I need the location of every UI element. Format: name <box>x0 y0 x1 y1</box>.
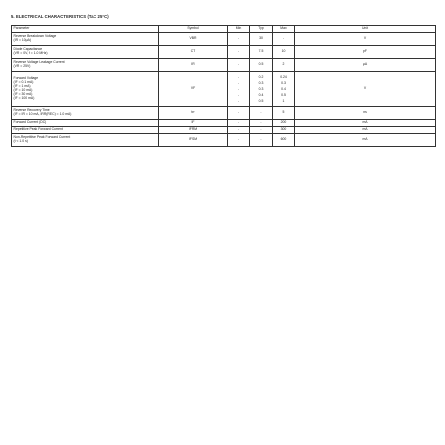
symbol-cell <box>159 120 228 127</box>
symbol-cell <box>159 134 228 147</box>
typ-value: 0.5 <box>258 62 264 67</box>
test-condition: (IF = 10 mA) <box>13 88 33 92</box>
symbol-value: IF <box>191 120 195 125</box>
symbol-cell <box>159 59 228 72</box>
max-value: 2 <box>282 62 285 67</box>
max-value: 300 <box>280 127 287 132</box>
max-cell <box>273 127 295 134</box>
parameter-cell <box>12 72 159 107</box>
min-value: - <box>237 137 240 142</box>
header-unit: Unit <box>295 26 436 33</box>
max-cell <box>273 72 295 107</box>
typ-value: 0.5 <box>258 99 264 103</box>
unit-cell <box>295 33 436 46</box>
test-condition: (IF = 0.1 mA) <box>13 80 34 85</box>
min-value: - <box>237 36 240 41</box>
test-condition: (IF = 30 mA) <box>13 91 33 96</box>
test-condition: (VR = 25V) <box>13 64 31 68</box>
table-row <box>12 134 436 147</box>
symbol-value: CT <box>190 49 196 54</box>
typ-cell <box>250 107 273 120</box>
table-row <box>12 72 436 107</box>
unit-value: V <box>363 36 367 41</box>
parameter-cell <box>12 127 159 134</box>
parameter-cell <box>12 46 159 59</box>
table-header-row <box>12 26 436 33</box>
parameter-name: Reverse Breakdown Voltage <box>13 34 57 39</box>
symbol-value: VBR <box>189 36 197 41</box>
typ-cell <box>250 46 273 59</box>
parameter-cell <box>12 59 159 72</box>
test-condition: (IF = IR = 10 mA, IRR(REC) = 1.0 mA) <box>13 112 72 116</box>
symbol-value: IFRM <box>188 127 198 132</box>
typ-value: - <box>260 120 262 125</box>
min-value: - <box>237 62 240 67</box>
min-value: - <box>237 81 240 85</box>
symbol-value: IR <box>191 62 195 67</box>
unit-cell <box>295 120 436 127</box>
parameter-name: Repetitive Peak Forward Current <box>13 127 63 132</box>
max-cell <box>273 46 295 59</box>
parameter-name: Forward Current (DC) <box>13 120 47 125</box>
max-cell <box>273 33 295 46</box>
typ-value: 0.3 <box>258 81 264 85</box>
unit-cell <box>295 59 436 72</box>
min-cell <box>228 107 250 120</box>
unit-cell <box>295 127 436 134</box>
min-cell <box>228 59 250 72</box>
symbol-value: IFSM <box>188 137 198 142</box>
typ-value: 7.5 <box>258 49 264 54</box>
min-cell <box>228 134 250 147</box>
typ-cell <box>250 120 273 127</box>
max-value: - <box>282 36 285 41</box>
symbol-cell <box>159 33 228 46</box>
typ-cell <box>250 72 273 107</box>
typ-value: 0.4 <box>258 93 264 97</box>
symbol-value: VF <box>190 86 196 91</box>
max-cell <box>273 59 295 72</box>
min-cell <box>228 120 250 127</box>
unit-value: μA <box>362 62 368 67</box>
typ-cell <box>250 134 273 147</box>
table-row <box>12 127 436 134</box>
parameter-name: Forward Voltage <box>13 76 39 81</box>
symbol-value: trr <box>191 110 195 115</box>
min-cell <box>228 72 250 107</box>
header-typ: Typ <box>250 26 273 33</box>
max-value: 10 <box>281 49 286 54</box>
max-cell <box>273 107 295 120</box>
typ-cell <box>250 33 273 46</box>
table-row <box>12 107 436 120</box>
min-value: - <box>237 49 240 54</box>
typ-value: 0.2 <box>258 75 264 79</box>
parameter-name: Non-Repetitive Peak Forward Current <box>13 135 71 140</box>
electrical-characteristics-table <box>11 25 436 147</box>
unit-cell <box>295 107 436 120</box>
unit-cell <box>295 46 436 59</box>
header-parameter: Parameter <box>12 26 159 33</box>
max-value: 0.3 <box>281 81 286 85</box>
max-value: 0.24 <box>280 75 287 79</box>
header-min: Min <box>228 26 250 33</box>
unit-value: ns <box>363 110 367 115</box>
typ-value: 30 <box>259 36 263 41</box>
min-value: - <box>237 110 240 115</box>
unit-value: mA <box>362 137 368 142</box>
max-value: 600 <box>280 137 287 142</box>
parameter-name: Diode Capacitance <box>13 47 43 52</box>
parameter-cell <box>12 33 159 46</box>
test-condition: (IR = 10μA) <box>13 38 31 42</box>
max-value: 0.4 <box>281 87 286 91</box>
min-cell <box>228 127 250 134</box>
parameter-cell <box>12 134 159 147</box>
test-condition: (t < 1.0 s) <box>13 139 28 143</box>
max-cell <box>273 134 295 147</box>
max-value: 200 <box>280 120 287 125</box>
min-value: - <box>237 120 240 125</box>
symbol-cell <box>159 72 228 107</box>
test-condition: (IF = 100 mA) <box>13 95 35 100</box>
table-row <box>12 33 436 46</box>
max-value: 0.5 <box>281 93 286 97</box>
max-cell <box>273 120 295 127</box>
parameter-name: Reverse Recovery Time <box>13 108 50 113</box>
table-row <box>12 46 436 59</box>
min-value: - <box>237 87 240 91</box>
table-row <box>12 59 436 72</box>
unit-value: V <box>363 86 367 91</box>
parameter-cell <box>12 120 159 127</box>
header-symbol: Symbol <box>159 26 228 33</box>
typ-cell <box>250 127 273 134</box>
typ-value: - <box>260 110 262 115</box>
parameter-name: Reverse Voltage Leakage Current <box>13 60 65 65</box>
min-value: - <box>237 99 240 103</box>
unit-value: mA <box>362 120 368 125</box>
unit-cell <box>295 134 436 147</box>
unit-value: mA <box>362 127 368 132</box>
symbol-cell <box>159 46 228 59</box>
section-title: 5. ELECTRICAL CHARACTERISTICS (Ta= 25°C) <box>11 14 109 19</box>
min-value: - <box>237 127 240 132</box>
typ-cell <box>250 59 273 72</box>
max-value: 1 <box>282 99 285 103</box>
table-row <box>12 120 436 127</box>
header-max: Max <box>273 26 295 33</box>
min-value: - <box>237 75 240 79</box>
parameter-cell <box>12 107 159 120</box>
min-cell <box>228 33 250 46</box>
symbol-cell <box>159 107 228 120</box>
unit-cell <box>295 72 436 107</box>
max-value: 5 <box>282 110 285 115</box>
test-condition: (VR = 0V, f = 1.0 MHz) <box>13 51 48 55</box>
min-cell <box>228 46 250 59</box>
typ-value: - <box>260 127 262 132</box>
unit-value: pF <box>363 49 367 54</box>
typ-value: 0.3 <box>258 87 264 91</box>
min-value: - <box>237 93 240 97</box>
typ-value: - <box>260 137 262 142</box>
test-condition: (IF = 1 mA) <box>13 84 31 89</box>
symbol-cell <box>159 127 228 134</box>
